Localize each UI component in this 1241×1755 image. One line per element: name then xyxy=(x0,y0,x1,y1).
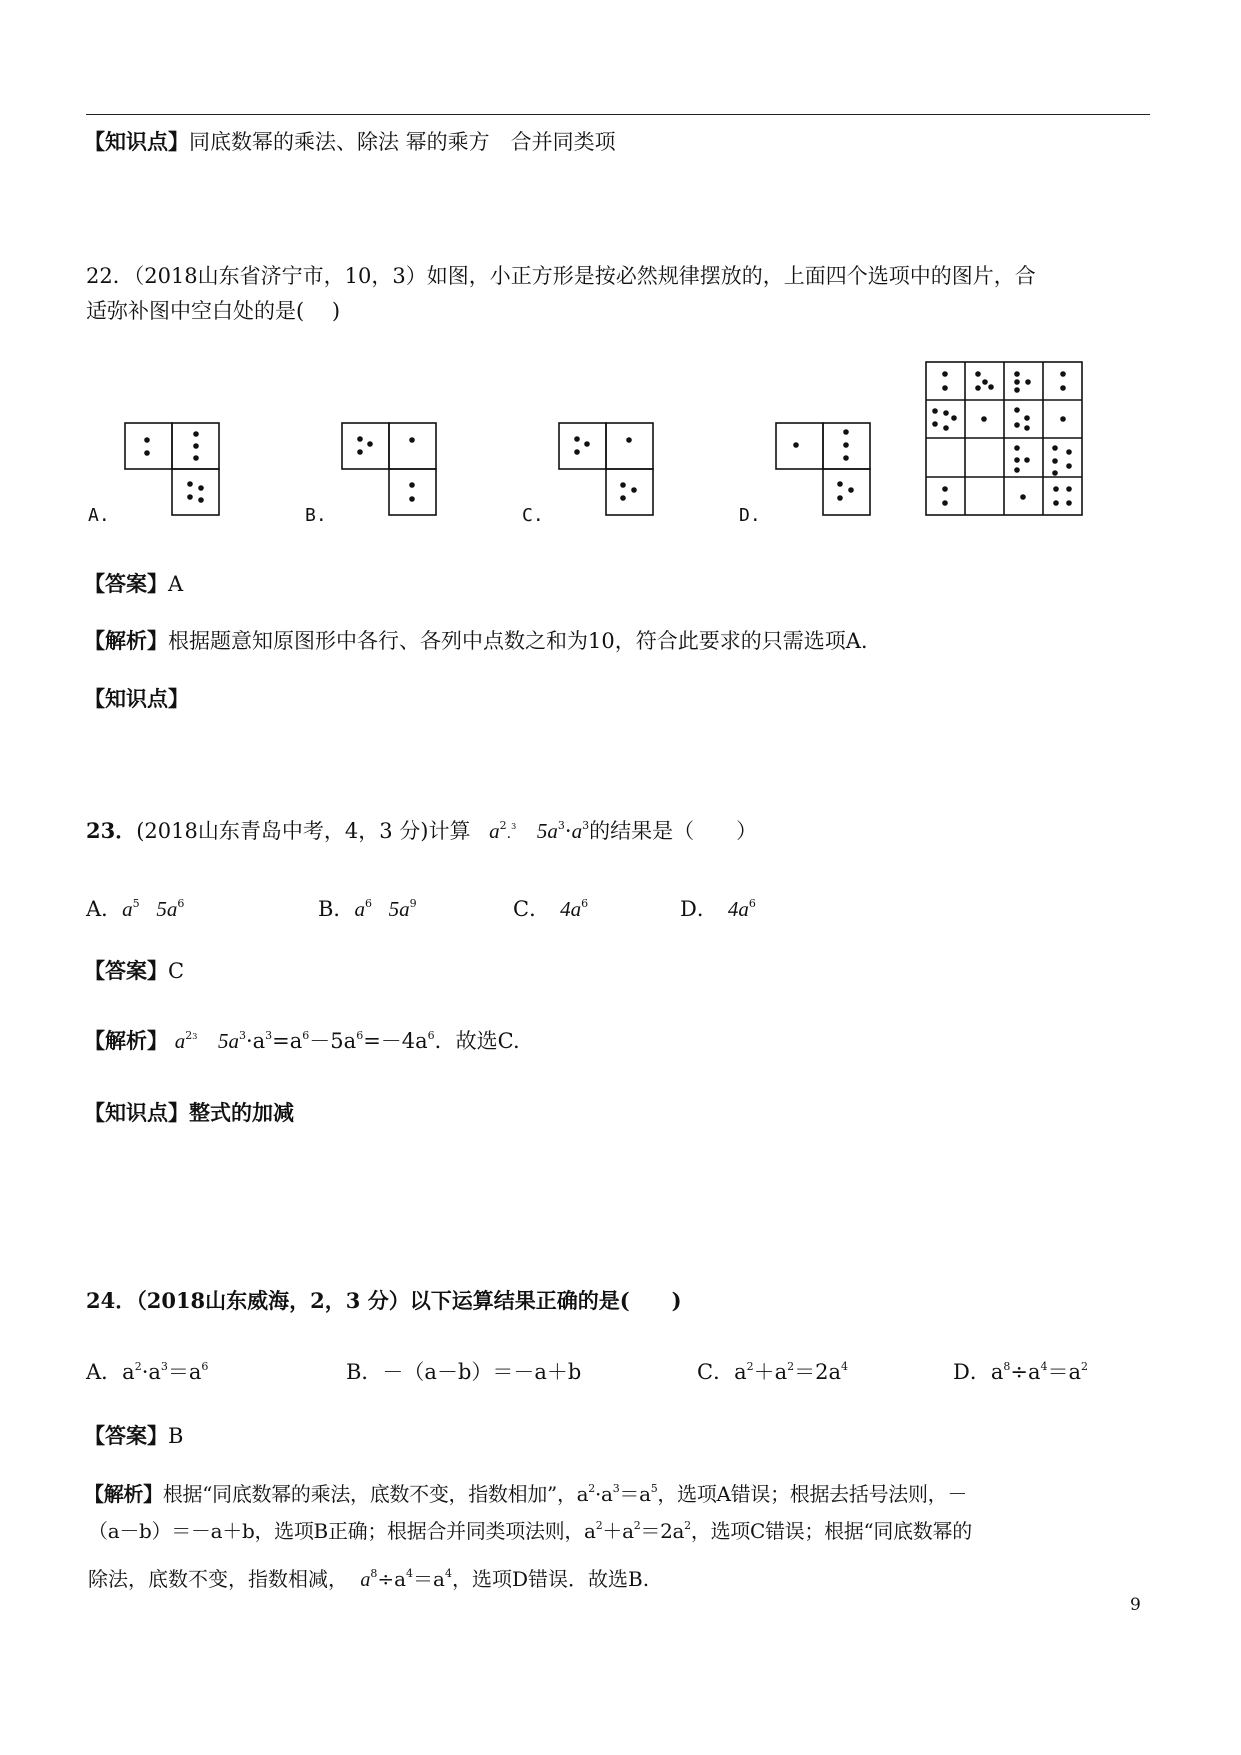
q24-analysis-line2: （a－b）＝－a＋b，选项B正确；根据合并同类项法则，$a^2+a^2=2a^2$，选项C错误；根据“同底数幂的 xyxy=(88,1519,972,1543)
q23-option-b: B．$a^6$ $5a^9$ xyxy=(318,897,417,921)
q24-stem: 24．（2018山东威海，2，3 分）以下运算结果正确的是( ) xyxy=(86,1288,682,1313)
option-b-label: B. xyxy=(305,505,327,526)
q22-knowledge-point: 【知识点】 xyxy=(84,686,189,711)
q24-option-d: D．$a^8\div a^4=a^2$ xyxy=(953,1360,1089,1384)
option-b-square-3 xyxy=(389,469,436,515)
q22-answer: 【答案】A xyxy=(84,571,184,596)
q23-analysis: 【解析】 $a^{23}$ $5a^3\cdot a^3=a^6-5a^6=-4a^6$．故选C. xyxy=(84,1028,520,1053)
q24-analysis-line1: 【解析】根据“同底数幂的乘法，底数不变，指数相加”，$a^2\cdot a^3=a^5$，选项A错误；根据去括号法则，－ xyxy=(84,1482,968,1506)
option-d-label: D. xyxy=(739,505,761,526)
option-a-label: A. xyxy=(88,505,110,526)
q24-option-b: B．－（a－b）＝－a＋b xyxy=(346,1360,582,1384)
q23-option-c: C． $4a^6$ xyxy=(513,897,589,921)
q24-analysis-line3: 除法，底数不变，指数相减， $a^8\div a^4=a^4$，选项D错误．故选B. xyxy=(88,1567,650,1591)
option-b-square-2 xyxy=(389,423,436,469)
page-number: 9 xyxy=(1130,1595,1141,1615)
option-c-square-3 xyxy=(606,469,653,515)
option-c-square-1 xyxy=(559,423,606,469)
option-c-square-2 xyxy=(606,423,653,469)
option-a-square-3 xyxy=(172,469,219,515)
q22-stem-line1: 22．（2018山东省济宁市，10，3）如图，小正方形是按必然规律摆放的，上面四个选项中的图片，合 xyxy=(86,264,1036,288)
q22-figures xyxy=(80,360,1140,530)
q23-stem: 23．(2018山东青岛中考，4，3 分)计算 $a^2.^3$ $5a^3\cdot a^3$的结果是（ ） xyxy=(86,818,758,843)
q23-knowledge-point: 【知识点】整式的加减 xyxy=(84,1100,294,1125)
q23-option-a: A．$a^5$ $5a^6$ xyxy=(86,897,185,921)
q22-stem-line2: 适弥补图中空白处的是( ) xyxy=(86,299,341,323)
q22-analysis: 【解析】根据题意知原图形中各行、各列中点数之和为10，符合此要求的只需选项A. xyxy=(84,628,868,653)
q23-answer: 【答案】C xyxy=(84,958,185,983)
option-d-square-1 xyxy=(776,423,823,469)
header-rule xyxy=(86,114,1150,115)
option-c-label: C. xyxy=(522,505,544,526)
q21-knowledge-point: 【知识点】同底数幂的乘法、除法 幂的乘方 合并同类项 xyxy=(84,129,616,154)
q24-option-c: C．$a^2+a^2=2a^4$ xyxy=(697,1360,849,1384)
option-d-square-3 xyxy=(823,469,870,515)
q24-answer: 【答案】B xyxy=(84,1423,184,1448)
option-a-square-1 xyxy=(125,423,172,469)
option-b-square-1 xyxy=(342,423,389,469)
q23-option-d: D． $4a^6$ xyxy=(680,897,756,921)
q24-option-a: A．$a^2\cdot a^3=a^6$ xyxy=(86,1360,209,1384)
